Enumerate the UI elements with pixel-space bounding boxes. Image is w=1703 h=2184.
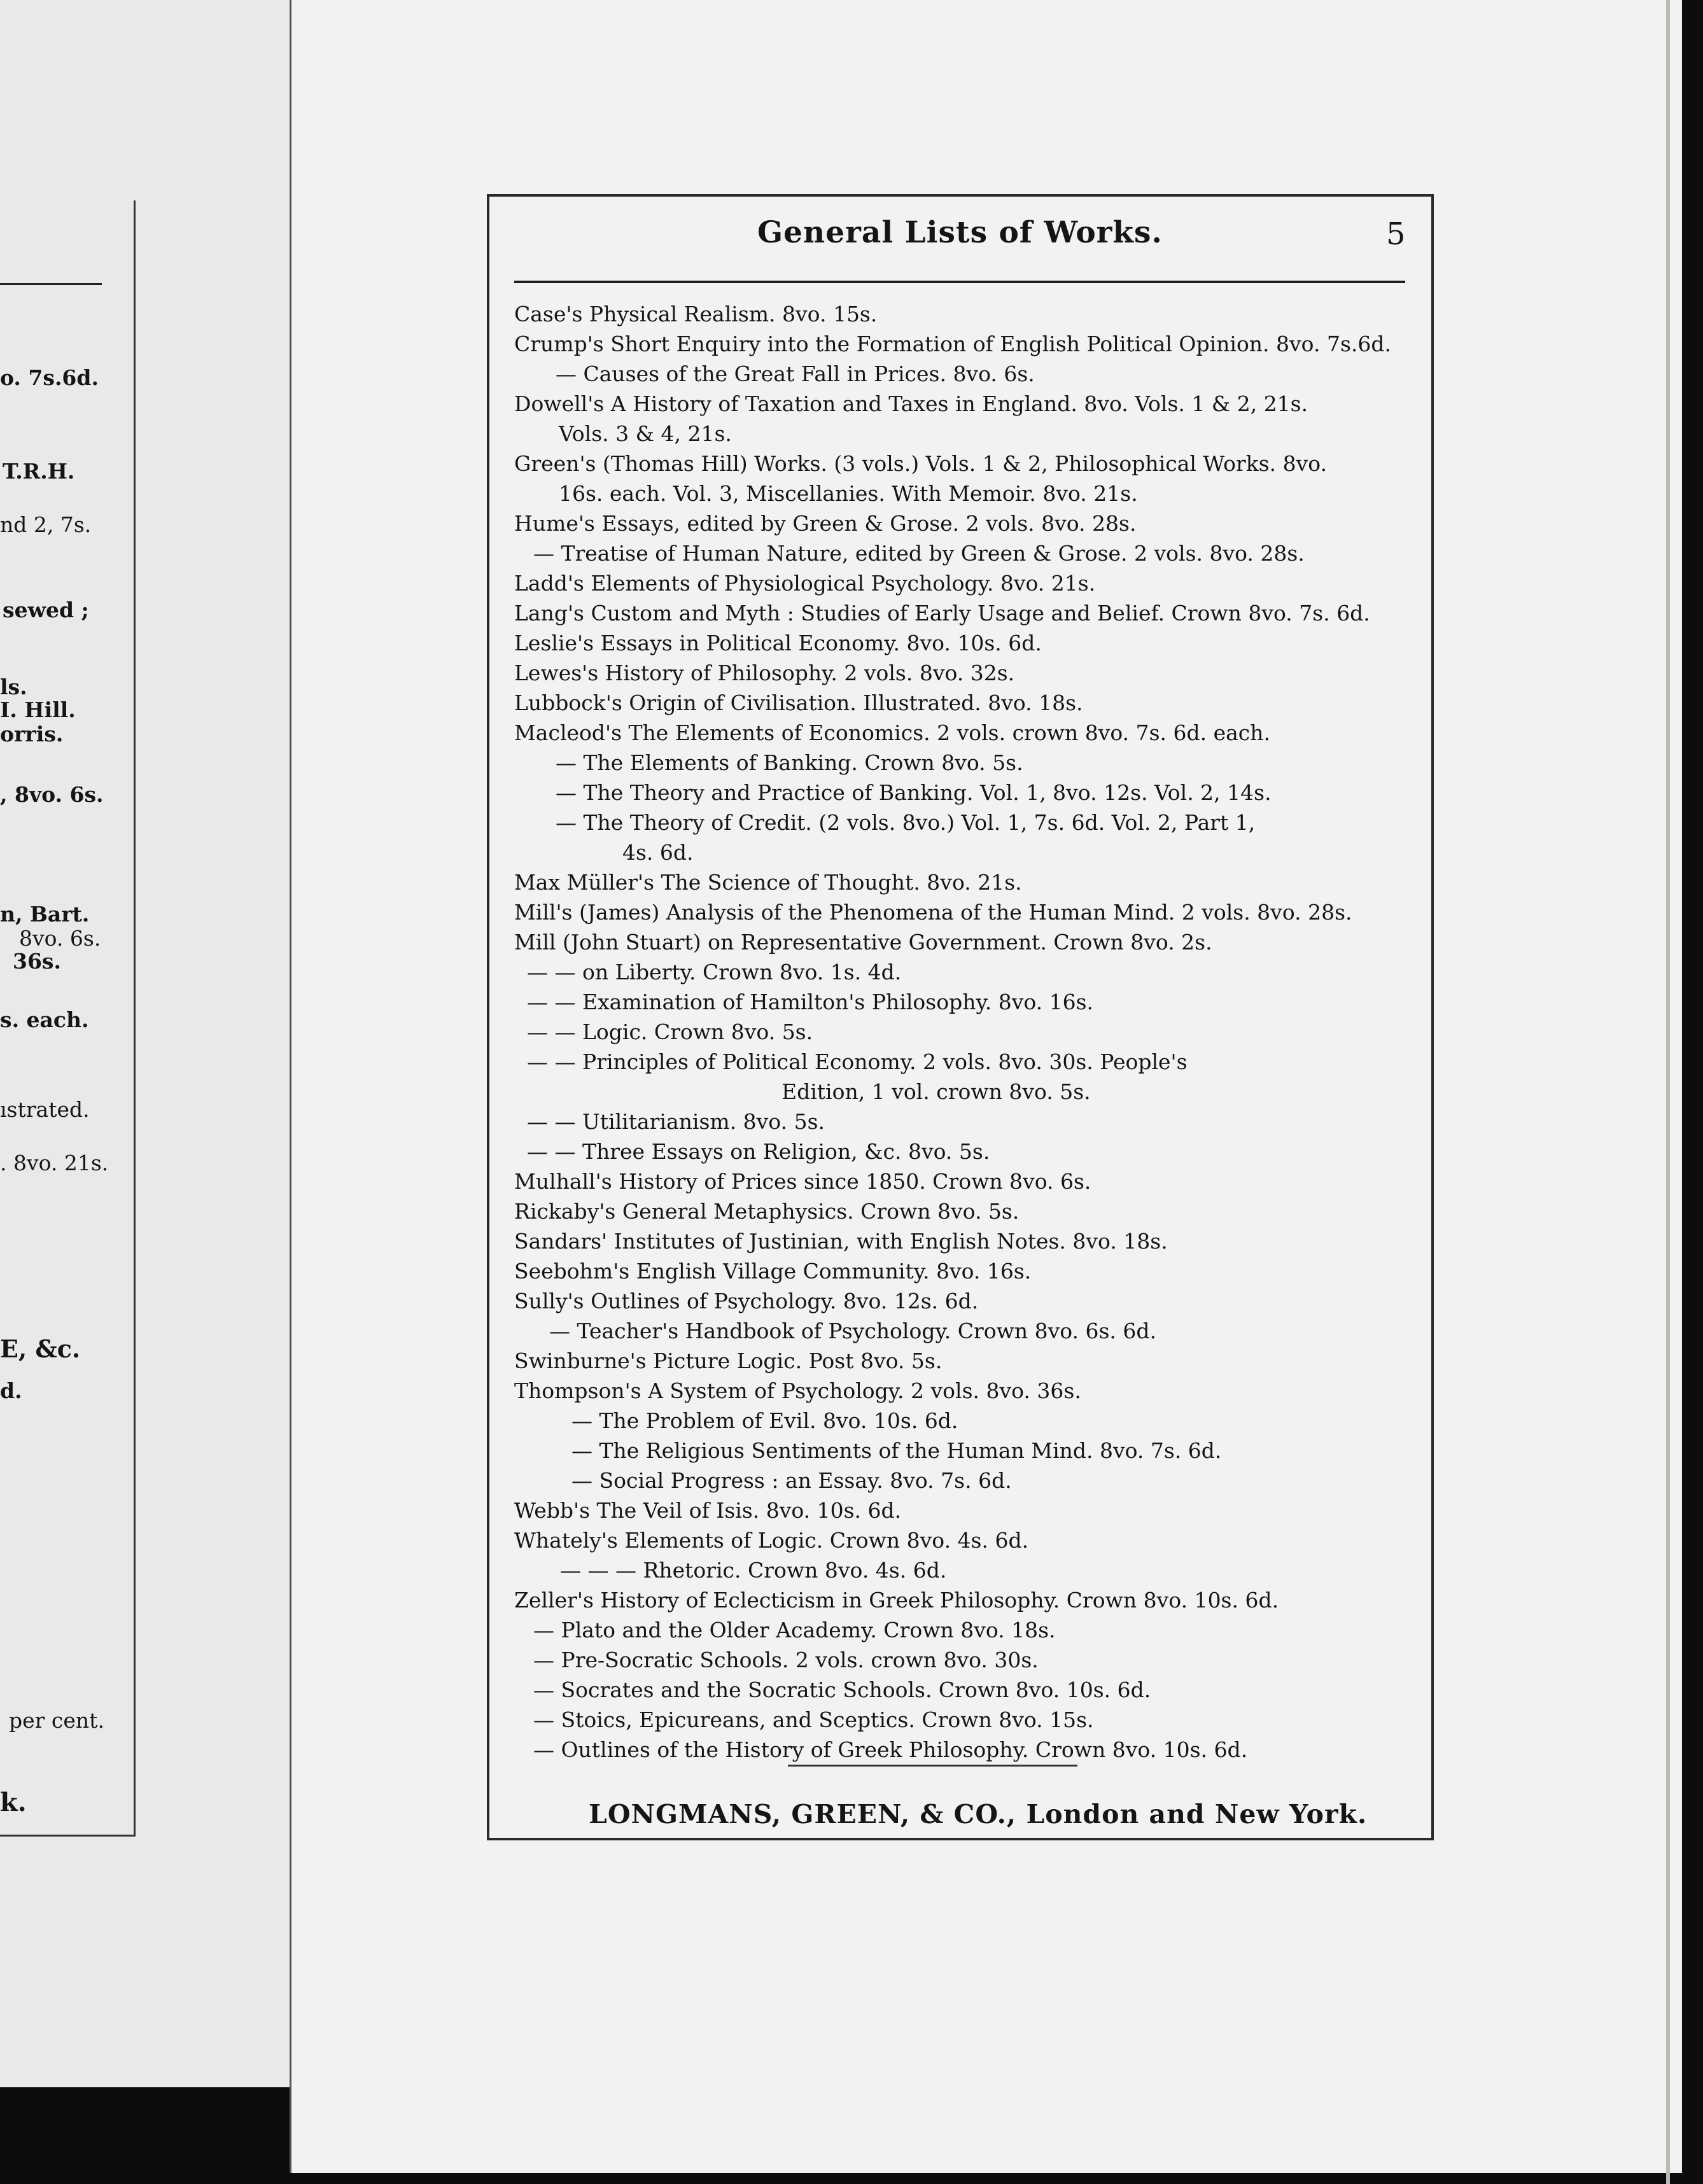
facing-text-fragment: o. 7s.6d. [0,365,99,390]
facing-text-fragment: . 8vo. 21s. [0,1151,109,1175]
list-item [514,389,1418,449]
list-item [514,1256,1418,1286]
entry-text: — The Theory of Credit. (2 vols. 8vo.) Vol. 1, 7s. 6d. Vol. 2, Part 1, [556,810,1256,835]
list-item [514,1436,1418,1466]
entry-text: — — on Liberty. Crown 8vo. 1s. 4d. [527,960,902,984]
works-list [514,299,1418,1765]
entry-text: Crump's Short Enquiry into the Formation of English Political Opinion. 8vo. 7s.6d. [514,332,1391,356]
header-rule [514,281,1405,283]
facing-text-fragment: sewed ; [3,598,89,622]
entry-text: Rickaby's General Metaphysics. Crown 8vo. 5s. [514,1199,1020,1224]
entry-text: Lubbock's Origin of Civilisation. Illustrated. 8vo. 18s. [514,690,1083,715]
list-item [514,1346,1418,1376]
list-item [514,568,1418,598]
list-item [514,1555,1418,1585]
list-item [514,1137,1418,1166]
list-item [514,1525,1418,1555]
facing-text-fragment: ıstrated. [0,1097,90,1122]
entry-text: Webb's The Veil of Isis. 8vo. 10s. 6d. [514,1498,902,1523]
entry-text: — Social Progress : an Essay. 8vo. 7s. 6d. [571,1468,1012,1493]
entry-text: Dowell's A History of Taxation and Taxes in England. 8vo. Vols. 1 & 2, 21s. [514,391,1308,416]
list-item [514,1735,1418,1765]
list-item [514,867,1418,897]
entry-text: Max Müller's The Science of Thought. 8vo. 21s. [514,870,1022,895]
entry-text: Leslie's Essays in Political Economy. 8vo. 10s. 6d. [514,631,1042,655]
facing-text-fragment: d. [0,1378,22,1403]
entry-text: — — Utilitarianism. 8vo. 5s. [527,1109,825,1134]
footer-rule [788,1765,1077,1767]
facing-page-rule [0,283,102,285]
entry-text: Lang's Custom and Myth : Studies of Early Usage and Belief. Crown 8vo. 7s. 6d. [514,601,1370,626]
list-item [514,299,1418,329]
facing-text-fragment: E, &c. [0,1334,81,1363]
entry-text: — — Three Essays on Religion, &c. 8vo. 5s. [527,1139,990,1164]
list-item [514,1226,1418,1256]
entry-text: — — Principles of Political Economy. 2 vols. 8vo. 30s. People's [527,1049,1188,1074]
facing-text-fragment: 36s. [13,949,61,974]
entry-text: Whately's Elements of Logic. Crown 8vo. 4s. 6d. [514,1528,1029,1553]
list-item [514,987,1418,1017]
entry-text: — Plato and the Older Academy. Crown 8vo. 18s. [533,1618,1056,1642]
list-item [514,628,1418,658]
publisher-imprint: LONGMANS, GREEN, & CO., London and New York. [589,1799,1368,1830]
entry-text: — The Religious Sentiments of the Human Mind. 8vo. 7s. 6d. [571,1438,1222,1463]
entry-text: Mulhall's History of Prices since 1850. Crown 8vo. 6s. [514,1169,1091,1194]
list-item [514,1645,1418,1675]
list-item [514,1107,1418,1137]
entry-text: Thompson's A System of Psychology. 2 vols. 8vo. 36s. [514,1378,1081,1403]
page-number: 5 [1386,216,1406,252]
facing-text-fragment: orris. [0,722,64,746]
facing-text-fragment: 8vo. 6s. [19,926,101,951]
facing-text-fragment: , 8vo. 6s. [0,782,104,807]
entry-continuation: Vols. 3 & 4, 21s. [559,421,732,446]
entry-text: — — — Rhetoric. Crown 8vo. 4s. 6d. [560,1558,947,1583]
list-item [514,927,1418,957]
list-item [514,957,1418,987]
list-item [514,1286,1418,1316]
entry-text: — — Logic. Crown 8vo. 5s. [527,1019,813,1044]
entry-text: — Teacher's Handbook of Psychology. Crown 8vo. 6s. 6d. [549,1319,1157,1343]
list-item [514,718,1418,748]
list-item [514,329,1418,359]
list-item [514,1466,1418,1495]
facing-page-frame-bottom [0,1835,136,1837]
list-item [514,778,1418,808]
facing-text-fragment: n, Bart. [0,902,90,927]
entry-text: — The Problem of Evil. 8vo. 10s. 6d. [571,1408,958,1433]
facing-text-fragment: T.R.H. [3,459,75,484]
entry-text: Sully's Outlines of Psychology. 8vo. 12s. 6d. [514,1289,979,1313]
entry-text: Mill's (James) Analysis of the Phenomena of the Human Mind. 2 vols. 8vo. 28s. [514,900,1352,925]
list-item [514,1495,1418,1525]
list-item [514,1376,1418,1406]
facing-text-fragment: per cent. [9,1708,104,1733]
list-item [514,1705,1418,1735]
list-item [514,1585,1418,1615]
list-item [514,449,1418,508]
entry-continuation: Edition, 1 vol. crown 8vo. 5s. [781,1079,1091,1104]
entry-text: Macleod's The Elements of Economics. 2 vols. crown 8vo. 7s. 6d. each. [514,720,1271,745]
entry-text: — Outlines of the History of Greek Philosophy. Crown 8vo. 10s. 6d. [533,1737,1248,1762]
facing-text-fragment: I. Hill. [0,697,76,722]
entry-text: — Stoics, Epicureans, and Sceptics. Crown 8vo. 15s. [533,1707,1094,1732]
facing-text-fragment: k. [0,1788,27,1817]
page-title: General Lists of Works. [757,215,1163,250]
page-edge [1666,0,1670,2184]
facing-page-frame-edge [134,200,136,1836]
entry-text: Green's (Thomas Hill) Works. (3 vols.) Vols. 1 & 2, Philosophical Works. 8vo. [514,451,1328,476]
entry-text: Zeller's History of Eclecticism in Greek Philosophy. Crown 8vo. 10s. 6d. [514,1588,1279,1613]
list-item [514,1316,1418,1346]
entry-text: — The Elements of Banking. Crown 8vo. 5s. [556,750,1023,775]
entry-text: — — Examination of Hamilton's Philosophy. 8vo. 16s. [527,990,1094,1014]
entry-text: Ladd's Elements of Physiological Psychology. 8vo. 21s. [514,571,1096,596]
list-item [514,1047,1418,1107]
entry-continuation: 16s. each. Vol. 3, Miscellanies. With Memoir. 8vo. 21s. [559,481,1138,506]
entry-continuation: 4s. 6d. [622,840,694,865]
list-item [514,1166,1418,1196]
list-item [514,1615,1418,1645]
list-item [514,658,1418,688]
list-item [514,808,1418,867]
list-item [514,538,1418,568]
list-item [514,748,1418,778]
entry-text: — Treatise of Human Nature, edited by Green & Grose. 2 vols. 8vo. 28s. [533,541,1305,566]
facing-page [0,0,313,2087]
list-item [514,1196,1418,1226]
entry-text: — Pre-Socratic Schools. 2 vols. crown 8vo. 30s. [533,1648,1039,1672]
entry-text: Sandars' Institutes of Justinian, with English Notes. 8vo. 18s. [514,1229,1168,1254]
entry-text: — The Theory and Practice of Banking. Vol. 1, 8vo. 12s. Vol. 2, 14s. [556,780,1272,805]
entry-text: Seebohm's English Village Community. 8vo. 16s. [514,1259,1032,1284]
list-item [514,1406,1418,1436]
entry-text: Mill (John Stuart) on Representative Government. Crown 8vo. 2s. [514,930,1212,955]
facing-text-fragment: nd 2, 7s. [0,512,92,537]
entry-text: Lewes's History of Philosophy. 2 vols. 8vo. 32s. [514,661,1015,685]
entry-text: Case's Physical Realism. 8vo. 15s. [514,302,878,326]
list-item [514,359,1418,389]
entry-text: — Causes of the Great Fall in Prices. 8vo. 6s. [556,361,1035,386]
list-item [514,1017,1418,1047]
entry-text: Swinburne's Picture Logic. Post 8vo. 5s. [514,1348,943,1373]
entry-text: Hume's Essays, edited by Green & Grose. 2 vols. 8vo. 28s. [514,511,1137,536]
list-item [514,508,1418,538]
list-item [514,897,1418,927]
entry-text: — Socrates and the Socratic Schools. Crown 8vo. 10s. 6d. [533,1677,1151,1702]
list-item [514,688,1418,718]
facing-text-fragment: ls. [0,675,27,699]
list-item [514,598,1418,628]
facing-text-fragment: s. each. [0,1007,89,1032]
list-item [514,1675,1418,1705]
